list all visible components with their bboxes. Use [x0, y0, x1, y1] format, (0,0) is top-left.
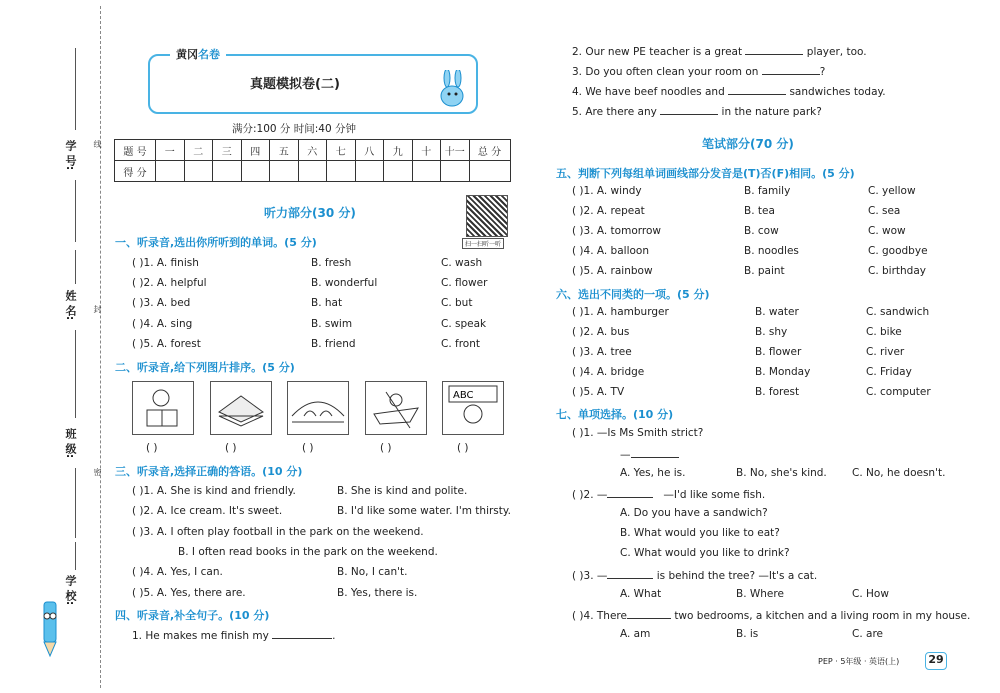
qr-code-icon [466, 195, 508, 237]
fill-sentence-3: 3. Do you often clean your room on ? [572, 66, 826, 78]
name-field[interactable] [75, 250, 76, 284]
picture-sandwich [210, 381, 272, 435]
score-row-header: 题 号 [115, 140, 156, 161]
fill-sentence-4: 4. We have beef noodles and sandwiches today. [572, 86, 886, 98]
footer-text: PEP · 5年级 · 英语(上) [818, 657, 900, 666]
section-2-title: 二、听录音,给下列图片排序。(5 分) [115, 361, 295, 374]
fill-blank[interactable] [607, 568, 653, 579]
picture-answer-3[interactable]: ( ) [302, 442, 314, 454]
mc-question-1-reply: — [620, 447, 679, 461]
student-number-label: 学 号: [64, 140, 77, 171]
qr-caption: 扫一扫听一听 [462, 238, 504, 249]
writing-part-title: 笔试部分(70 分) [702, 137, 794, 151]
fill-blank[interactable] [607, 487, 653, 498]
score-row-label: 得 分 [115, 161, 156, 182]
score-cell[interactable] [184, 161, 213, 182]
seal-tag-bottom: 密 [93, 468, 102, 476]
fill-blank[interactable] [728, 84, 786, 95]
listening-part-title: 听力部分(30 分) [264, 206, 356, 220]
name-label: 姓 名: [64, 290, 77, 321]
picture-boat [365, 381, 427, 435]
section-1-title: 一、听录音,选出你所听到的单词。(5 分) [115, 236, 317, 249]
school-label: 学 校: [64, 575, 77, 606]
picture-bridge [287, 381, 349, 435]
fill-blank[interactable] [660, 104, 718, 115]
class-field[interactable] [75, 468, 76, 538]
fill-sentence-2: 2. Our new PE teacher is a great player, too. [572, 46, 867, 58]
mc-question-4: ( )4. There two bedrooms, a kitchen and a living room in my house. [572, 610, 971, 622]
section-3-title: 三、听录音,选择正确的答语。(10 分) [115, 465, 303, 478]
score-cell[interactable] [213, 161, 242, 182]
fill-sentence-1: 1. He makes me finish my . [132, 630, 336, 642]
fill-blank[interactable] [745, 44, 803, 55]
score-table: 题 号 一 二 三 四 五 六 七 八 九 十 十一 总 分 得 分 [114, 139, 511, 182]
page-title: 真题模拟卷(二) [250, 77, 340, 92]
picture-answer-1[interactable]: ( ) [146, 442, 158, 454]
mc-question-1: ( )1. —Is Ms Smith strict? [572, 427, 704, 439]
fill-blank[interactable] [631, 447, 679, 458]
score-cell[interactable] [412, 161, 441, 182]
picture-answer-5[interactable]: ( ) [457, 442, 469, 454]
school-field[interactable] [75, 542, 76, 570]
score-total-cell[interactable] [469, 161, 510, 182]
svg-text:ABC: ABC [453, 390, 474, 401]
seal-tag-mid: 封 [93, 305, 102, 313]
section-5-title: 五、判断下列每组单词画线部分发音是(T)否(F)相同。(5 分) [556, 167, 855, 180]
section-4-title: 四、听录音,补全句子。(10 分) [115, 609, 270, 622]
rabbit-mascot-icon [430, 70, 474, 110]
section-7-title: 七、单项选择。(10 分) [556, 408, 674, 421]
class-label: 班 级: [64, 428, 77, 459]
score-cell[interactable] [327, 161, 356, 182]
picture-answer-2[interactable]: ( ) [225, 442, 237, 454]
seal-tag-top: 线 [93, 140, 102, 148]
score-cell[interactable] [241, 161, 270, 182]
score-cell[interactable] [270, 161, 299, 182]
mc-question-3: ( )3. — is behind the tree? —It's a cat. [572, 570, 818, 582]
score-cell[interactable] [298, 161, 327, 182]
score-cell[interactable] [355, 161, 384, 182]
pencil-mascot-icon [36, 598, 64, 658]
picture-abc-board [442, 381, 504, 435]
score-cell[interactable] [441, 161, 470, 182]
score-cell[interactable] [384, 161, 413, 182]
binding-dashed-line [100, 6, 101, 688]
section-6-title: 六、选出不同类的一项。(5 分) [556, 288, 710, 301]
picture-boy-reading [132, 381, 194, 435]
fill-sentence-5: 5. Are there any in the nature park? [572, 106, 822, 118]
fill-blank[interactable] [762, 64, 820, 75]
mc-question-2: ( )2. — —I'd like some fish. [572, 489, 766, 501]
score-cell[interactable] [156, 161, 185, 182]
brand-logo: 黄冈名卷 [170, 46, 226, 62]
page-number: 29 [925, 652, 947, 670]
exam-meta: 满分:100 分 时间:40 分钟 [232, 123, 356, 135]
fill-blank[interactable] [272, 628, 332, 639]
picture-answer-4[interactable]: ( ) [380, 442, 392, 454]
fill-blank[interactable] [627, 608, 671, 619]
student-number-field[interactable] [75, 48, 76, 130]
